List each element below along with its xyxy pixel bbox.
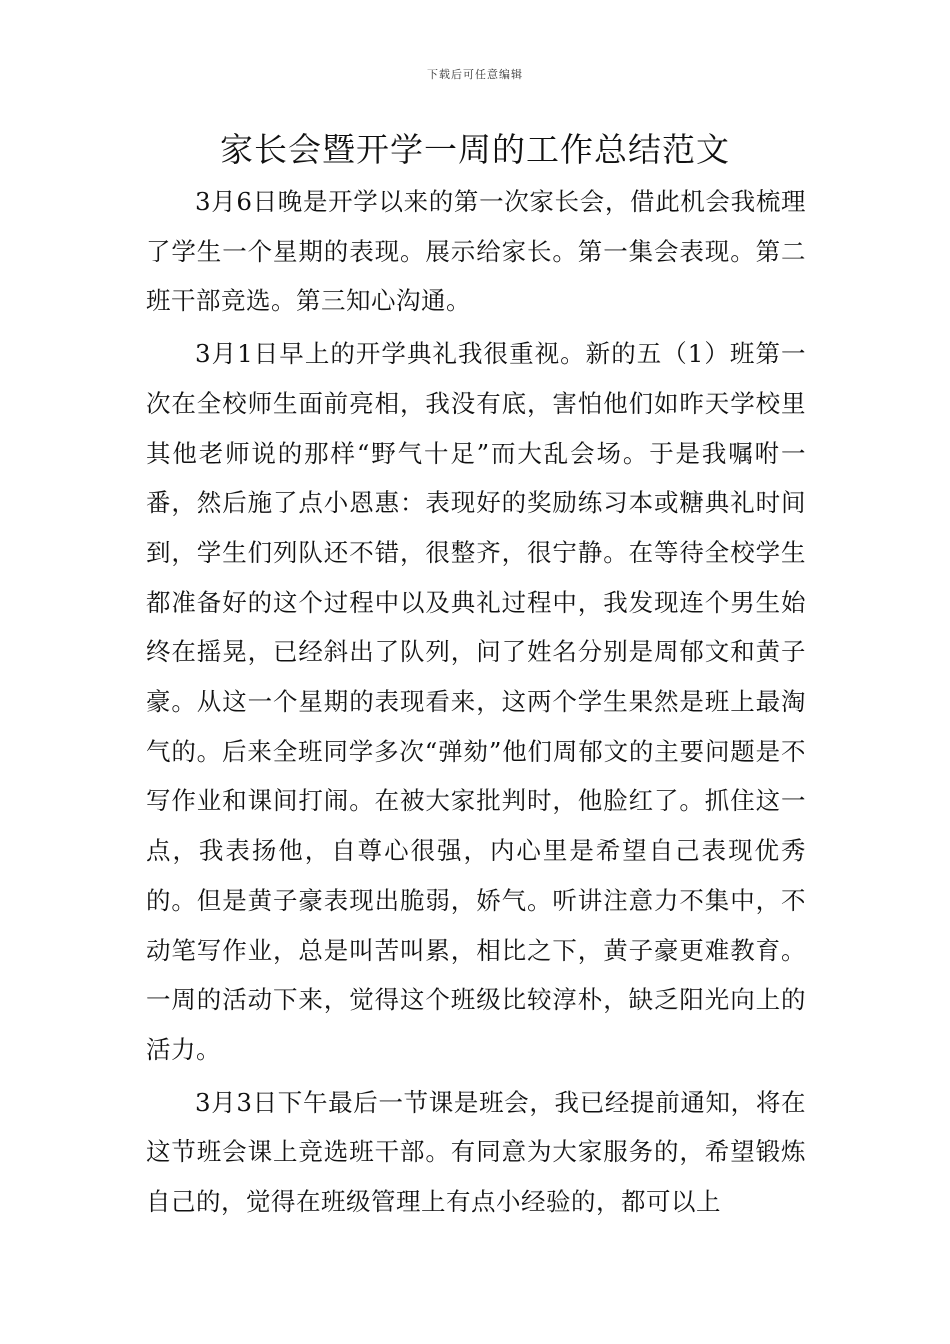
paragraph-3: 3月3日下午最后一节课是班会，我已经提前通知，将在这节班会课上竞选班干部。有同意为大家服务的，希望锻炼自己的，觉得在班级管理上有点小经验的，都可以上 — [146, 1087, 806, 1217]
document-body — [146, 177, 806, 1230]
paragraph-2: 3月1日早上的开学典礼我很重视。新的五（1）班第一次在全校师生面前亮相，我没有底，害怕他们如昨天学校里其他老师说的那样“野气十足”而大乱会场。于是我嘱咐一番，然后施了点小恩惠：表现好的奖励练习本或糖典礼时间到，学生们列队还不错，很整齐，很宁静。在等待全校学生都准备好的这个过程中以及典礼过程中，我发现连个男生始终在摇晃，已经斜出了队列，问了姓名分别是周郁文和黄子豪。从这一个星期的表现看来，这两个学生果然是班上最淘气的。后来全班同学多次“弹劾”他们周郁文的主要问题是不写作业和课间打闹。在被大家批判时，他脸红了。抓住这一点，我表扬他，自尊心很强，内心里是希望自己表现优秀的。但是黄子豪表现出脆弱，娇气。听讲注意力不集中，不动笔写作业，总是叫苦叫累，相比之下，黄子豪更难教育。一周的活动下来，觉得这个班级比较淳朴，缺乏阳光向上的活力。 — [146, 339, 806, 1064]
document-title: 家长会暨开学一周的工作总结范文 — [220, 130, 730, 169]
paragraph-1: 3月6日晚是开学以来的第一次家长会，借此机会我梳理了学生一个星期的表现。展示给家长。第一集会表现。第二班干部竞选。第三知心沟通。 — [146, 187, 806, 316]
page-header-note: 下载后可任意编辑 — [427, 68, 523, 81]
